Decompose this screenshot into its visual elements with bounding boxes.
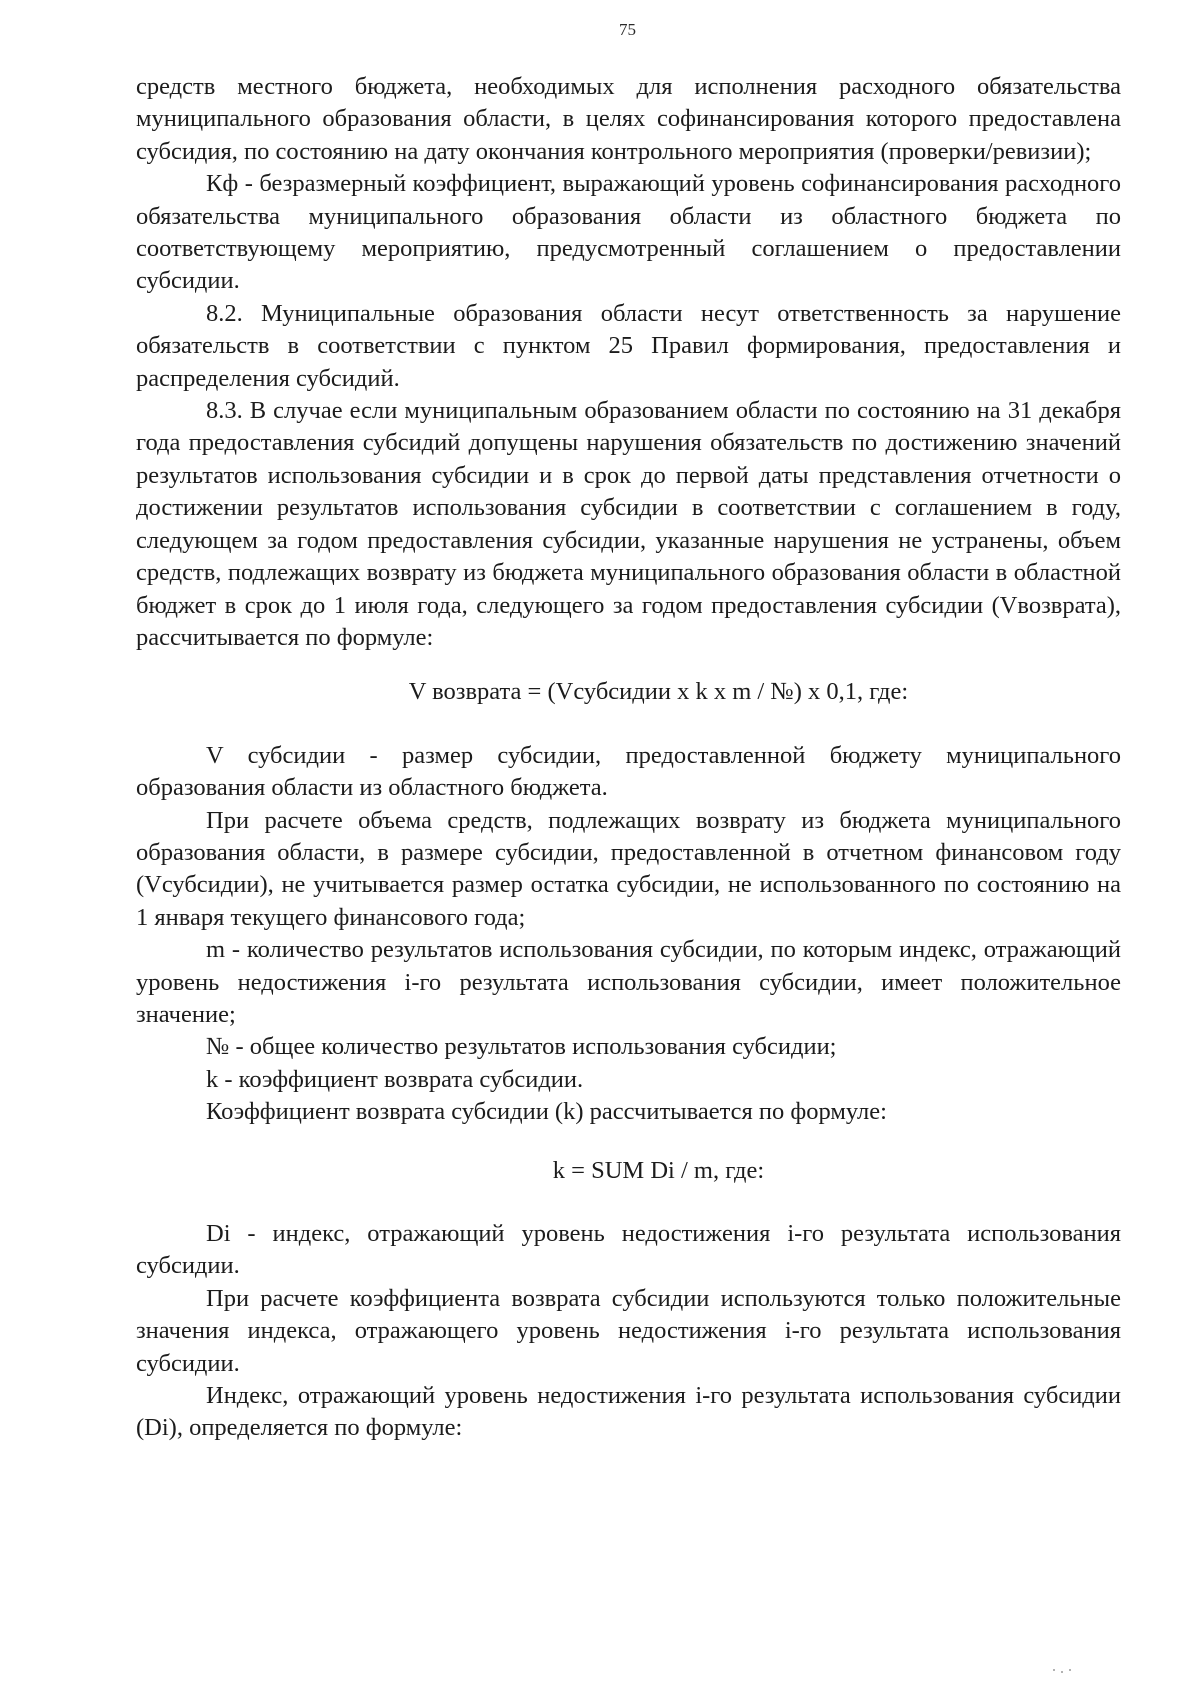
paragraph-k-formula-intro: Коэффициент возврата субсидии (k) рассчитывается по формуле: bbox=[206, 1098, 887, 1126]
paragraph-8-3: 8.3. В случае если муниципальным образованием области по состоянию на 31 декабря года предоставления субсидий допущены нарушения обязательств по достижению значений результатов использования субсидии и в срок до первой даты представления отчетности о достижении результатов использования субсидии в соответствии с соглашением в году, следующем за годом предоставления субсидии, указанные нарушения не устранены, объем средств, подлежащих возврату из бюджета муниципального образования области в областной бюджет в срок до 1 июля года, следующего за годом предоставления субсидии (Vвозврата), рассчитывается по формуле: bbox=[136, 397, 1121, 651]
paragraph-di-formula-intro: Индекс, отражающий уровень недостижения i-го результата использования субсидии (Di), определяется по формуле: bbox=[136, 1382, 1121, 1442]
paragraph-kf-definition: Кф - безразмерный коэффициент, выражающий уровень софинансирования расходного обязательства муниципального образования области из областного бюджета по соответствующему мероприятию, предусмотренный соглашением о предоставлении субсидии. bbox=[136, 170, 1121, 295]
paragraph-m-definition: m - количество результатов использования субсидии, по которым индекс, отражающий уровень недостижения i-го результата использования субсидии, имеет положительное значение; bbox=[136, 936, 1121, 1028]
paragraph-di-definition: Di - индекс, отражающий уровень недостижения i-го результата использования субсидии. bbox=[136, 1220, 1121, 1280]
paragraph-continuation: средств местного бюджета, необходимых для исполнения расходного обязательства муниципального образования области, в целях софинансирования которого предоставлена субсидия, по состоянию на дату окончания контрольного мероприятия (проверки/ревизии); bbox=[136, 73, 1121, 165]
paragraph-subsidy-calculation-note: При расчете объема средств, подлежащих возврату из бюджета муниципального образования области, в размере субсидии, предоставленной в отчетном финансовом году (Vсубсидии), не учитывается размер остатка субсидии, не использованного по состоянию на 1 января текущего финансового года; bbox=[136, 806, 1121, 931]
paragraph-k-definition: k - коэффициент возврата субсидии. bbox=[206, 1065, 584, 1093]
page-number: 75 bbox=[619, 20, 636, 39]
scan-speck bbox=[1069, 1669, 1071, 1671]
paragraph-positive-values-note: При расчете коэффициента возврата субсидии используются только положительные значения индекса, отражающего уровень недостижения i-го результата использования субсидии. bbox=[136, 1284, 1121, 1377]
scan-speck bbox=[1061, 1671, 1063, 1673]
document-body bbox=[136, 71, 1121, 1445]
paragraph-n-definition: № - общее количество результатов использования субсидии; bbox=[206, 1033, 837, 1061]
paragraph-8-2: 8.2. Муниципальные образования области несут ответственность за нарушение обязательств в соответствии с пунктом 25 Правил формирования, предоставления и распределения субсидий. bbox=[136, 299, 1121, 392]
paragraph-v-subsidy-definition: V субсидии - размер субсидии, предоставленной бюджету муниципального образования области из областного бюджета. bbox=[136, 741, 1121, 802]
formula-v-return: V возврата = (Vсубсидии x k x m / №) x 0,1, где: bbox=[408, 678, 909, 706]
formula-k: k = SUM Di / m, где: bbox=[552, 1156, 765, 1184]
scan-speck bbox=[1053, 1669, 1055, 1671]
